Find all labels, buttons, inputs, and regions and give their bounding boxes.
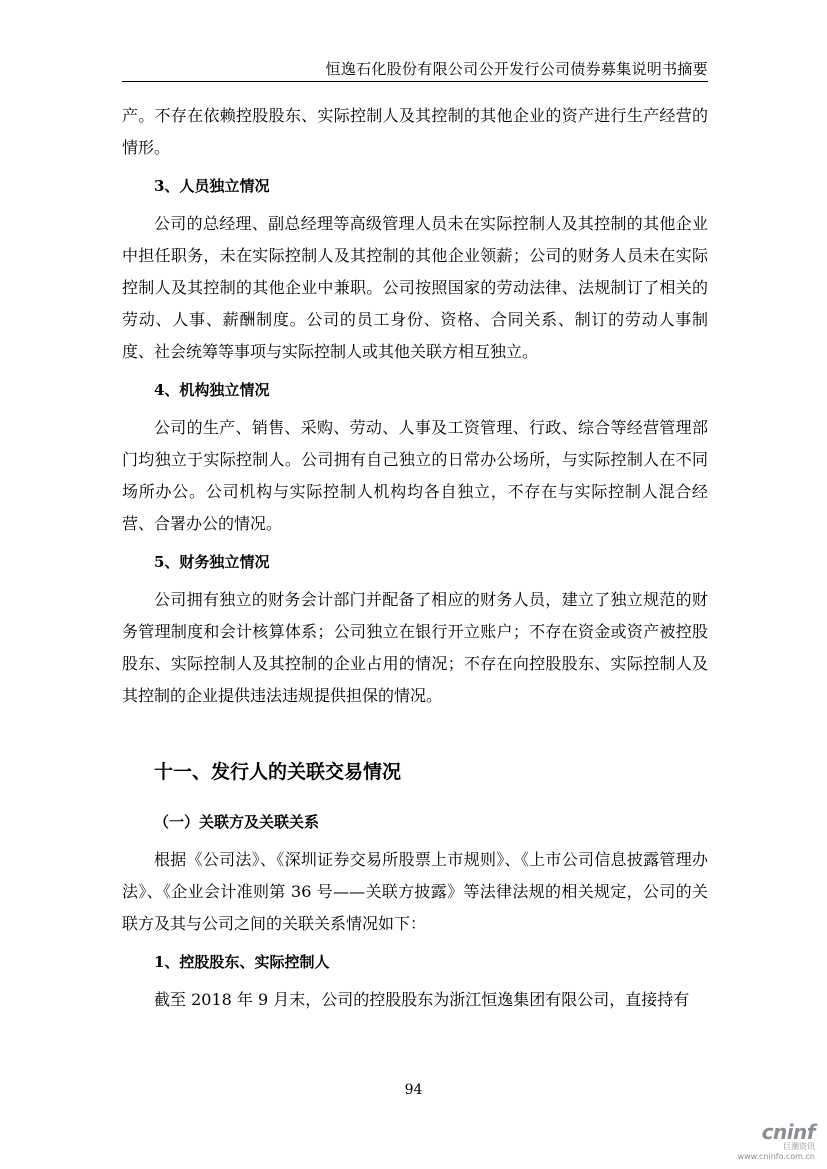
paragraph-continued: 产。不存在依赖控股股东、实际控制人及其控制的其他企业的资产进行生产经营的情形。: [122, 106, 708, 157]
heading-controlling-shareholder: 1、控股股东、实际控制人: [154, 953, 330, 971]
header-divider: [122, 81, 708, 82]
paragraph-organization-independence: 公司的生产、销售、采购、劳动、人事及工资管理、行政、综合等经营管理部门均独立于实际控制人。公司拥有自己独立的日常办公场所，与实际控制人在不同场所办公。公司机构与实际控制人机构均各自独立，不存在与实际控制人混合经营、合署办公的情况。: [122, 418, 708, 533]
heading-financial-independence: 5、财务独立情况: [154, 553, 270, 571]
logo-url: www.cninfo.com.cn: [737, 1152, 815, 1161]
page-number: 94: [404, 1082, 423, 1098]
heading-organization-independence: 4、机构独立情况: [154, 381, 270, 399]
paragraph-personnel-independence: 公司的总经理、副总经理等高级管理人员未在实际控制人及其控制的其他企业中担任职务，未在实际控制人及其控制的其他企业领薪；公司的财务人员未在实际控制人及其控制的其他企业中兼职。公司按照国家的劳动法律、法规制订了相关的劳动、人事、薪酬制度。公司的员工身份、资格、合同关系、制订的劳动人事制度、社会统筹等事项与实际控制人或其他关联方相互独立。: [122, 214, 708, 361]
heading-personnel-independence: 3、人员独立情况: [154, 177, 270, 195]
section-title-related-transactions: 十一、发行人的关联交易情况: [154, 761, 402, 783]
document-body: [122, 100, 708, 1016]
logo-mark: cninf: [761, 1120, 815, 1144]
paragraph-financial-independence: 公司拥有独立的财务会计部门并配备了相应的财务人员，建立了独立规范的财务管理制度和会计核算体系；公司独立在银行开立账户；不存在资金或资产被控股股东、实际控制人及其控制的企业占用的情况；不存在向控股股东、实际控制人及其控制的企业提供违法违规提供担保的情况。: [122, 590, 708, 705]
cninfo-logo: [738, 1122, 815, 1162]
paragraph-controlling-shareholder: 截至 2018 年 9 月末，公司的控股股东为浙江恒逸集团有限公司，直接持有: [154, 990, 690, 1009]
paragraph-related-parties: 根据《公司法》、《深圳证券交易所股票上市规则》、《上市公司信息披露管理办法》、《企业会计准则第 36 号——关联方披露》等法律法规的相关规定，公司的关联方及其与公司之间的关联关系情况如下：: [122, 850, 708, 933]
subsection-title-related-parties: （一）关联方及关联关系: [154, 813, 320, 831]
logo-chinese-name: 巨潮资讯: [783, 1142, 815, 1151]
page-header-title: 恒逸石化股份有限公司公开发行公司债券募集说明书摘要: [325, 60, 708, 78]
